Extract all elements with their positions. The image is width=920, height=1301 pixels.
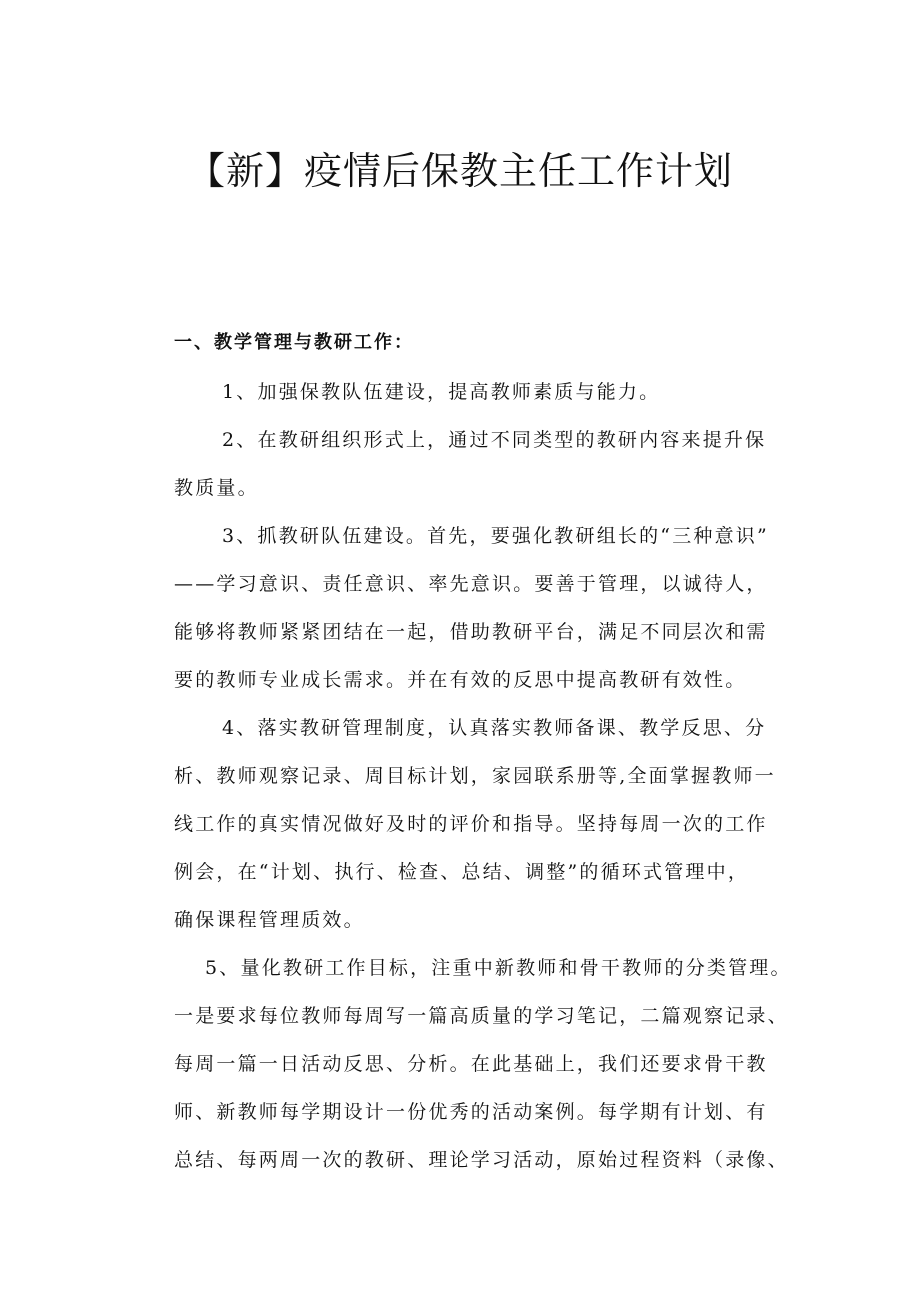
paragraph-line: 2、在教研组织形式上，通过不同类型的教研内容来提升保 — [222, 429, 767, 451]
paragraph-line: 5、量化教研工作目标，注重中新教师和骨干教师的分类管理。 — [205, 957, 792, 979]
paragraph-line: 析、教师观察记录、周目标计划，家园联系册等,全面掌握教师一 — [174, 765, 776, 787]
paragraph-line: 师、新教师每学期设计一份优秀的活动案例。每学期有计划、有 — [174, 1101, 768, 1123]
paragraph-line: 3、抓教研队伍建设。首先，要强化教研组长的“三种意识” — [222, 525, 769, 547]
paragraph-line: 每周一篇一日活动反思、分析。在此基础上，我们还要求骨干教 — [174, 1053, 768, 1075]
paragraph-line: 线工作的真实情况做好及时的评价和指导。坚持每周一次的工作 — [174, 813, 768, 835]
paragraph-line: 1、加强保教队伍建设，提高教师素质与能力。 — [222, 381, 661, 403]
document-title: 【新】疫情后保教主任工作计划 — [186, 149, 733, 193]
section-heading: 一、教学管理与教研工作： — [174, 332, 414, 353]
paragraph-line: 要的教师专业成长需求。并在有效的反思中提高教研有效性。 — [174, 669, 747, 691]
paragraph-line: 4、落实教研管理制度，认真落实教师备课、教学反思、分 — [222, 717, 767, 739]
paragraph-line: 能够将教师紧紧团结在一起，借助教研平台，满足不同层次和需 — [174, 621, 768, 643]
paragraph-line: 确保课程管理质效。 — [174, 909, 365, 931]
paragraph-line: 一是要求每位教师每周写一篇高质量的学习笔记，二篇观察记录、 — [174, 1005, 789, 1027]
paragraph-line: 教质量。 — [174, 477, 259, 499]
paragraph-line: 总结、每两周一次的教研、理论学习活动，原始过程资料（录像、 — [174, 1149, 789, 1171]
paragraph-line: 例会，在“计划、执行、检查、总结、调整”的循环式管理中， — [174, 861, 750, 883]
paragraph-line: ——学习意识、责任意识、率先意识。要善于管理，以诚待人， — [174, 573, 768, 595]
